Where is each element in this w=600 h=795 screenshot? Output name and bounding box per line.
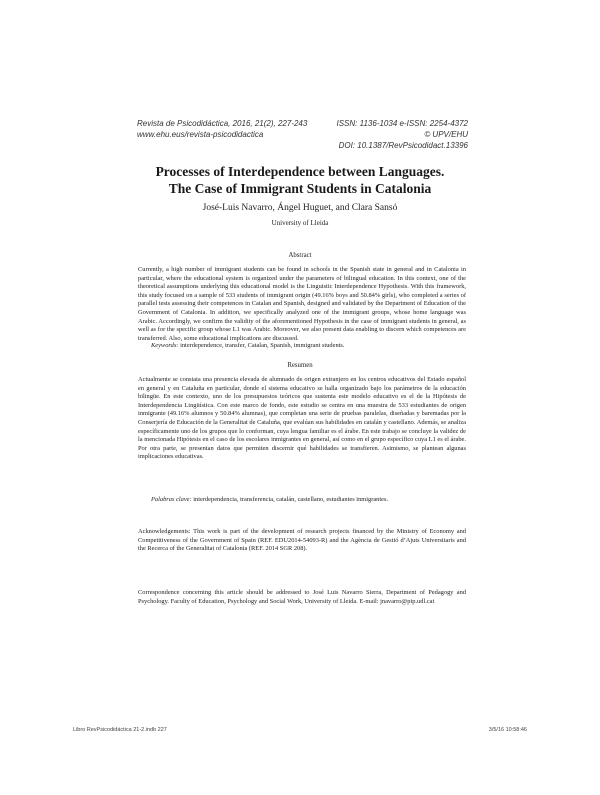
journal-citation: Revista de Psicodidáctica, 2016, 21(2), 227-243 [137,119,308,128]
authors: José-Luis Navarro, Ángel Huguet, and Clara Sansó [202,203,398,213]
resumen-keywords [151,496,465,503]
keywords-text: interdependence, transfer, Catalan, Spanish, immigrant students. [180,342,345,349]
palabras-clave-text: interdependencia, transferencia, catalán, castellano, estudiantes inmigrantes. [193,496,389,503]
footer-file-info: Libro RevPsicodidáctica 21-2.indb 227 [73,727,167,733]
journal-website: www.ehu.eus/revista-psicodidactica [137,130,264,139]
article-title-line2: The Case of Immigrant Students in Catalonia [168,181,432,196]
resumen-text: Actualmente se constata una presencia elevada de alumnado de origen extranjero en los centros educativos del Estado español en general y en Cataluña en particular, donde el sistema educativo se halla organizado bajo los parámetros de la educación bilingüe. En este contexto, uno de los presupuestos teóricos que sustenta este modelo educativo es el de la Hipótesis de Interdependencia Lingüística. Con este marco de fondo, este estudio se centra en una muestra de 533 estudiantes de origen inmigrante (49.16% alumnos y 50.84% alumnas), que completan una serie de pruebas paralelas, diseñadas y baremadas por la Conserjería de Educación de la Generalitat de Cataluña, que evalúan sus habilidades en catalán y castellano. Además, se analiza específicamente uno de los grupos que lo conforman, cuya lengua familiar es el árabe. En este trabajo se concluye la validez de la mencionada Hipótesis en el caso de los escolares inmigrantes en general, así como en el grupo específico cuya L1 es el árabe. Por otra parte, se presentan datos que permiten discernir qué habilidades se transfieren. Asimismo, se plantean algunas implicaciones educativas. [138,376,466,461]
article-title-line1: Processes of Interdependence between Languages. [155,164,445,179]
acknowledgements: Acknowledgements: This work is part of the development of research projects financed by the Ministry of Economy and Competitiveness of the Government of Spain (REF. EDU2014-54093-R) and the Agència de Gestió d’Ajuts Universitaris and the Recerca of the Generalitat of Catalonia (REF. 2014 SGR 208). [138,528,466,553]
footer-timestamp: 3/5/16 10:58:46 [488,727,527,733]
issn: ISSN: 1136-1034 e-ISSN: 2254-4372 [336,119,468,128]
resumen-heading: Resumen [287,362,313,369]
abstract-heading: Abstract [288,252,312,259]
correspondence: Correspondence concerning this article should be addressed to José Luis Navarro Sierra, Department of Pedagogy and Psychology. Faculty of Education, Psychology and Social Work, University of Lleida. E-mail: jnavarro@pip.udl.cat [138,589,466,605]
affiliation: University of Lleida [271,219,329,227]
palabras-clave-label: Palabras clave: [151,496,192,503]
abstract-text: Currently, a high number of immigrant students can be found in schools in the Spanish state in general and in Catalonia in particular, where the educational system is organized under the parameters of bilingual education. In this context, one of the theoretical assumptions underlying this educational model is the Linguistic Interdependence Hypothesis. With this framework, this study focused on a sample of 533 students of immigrant origin (49.16% boys and 50.84% girls), who completed a series of parallel tests assessing their competences in Catalan and Spanish, designed and validated by the Department of Education of the Government of Catalonia. In addition, we specifically analyzed one of the immigrant groups, whose home language was Arabic. Accordingly, we confirm the validity of the aforementioned Hypothesis in the case of immigrant students in general, as well as for the specific group whose L1 was Arabic. Moreover, we also present data enabling to discern which competences are transferred. Also, some educational implications are discussed. [138,266,466,342]
keywords-label: Keywords: [151,342,179,349]
copyright: © UPV/EHU [424,130,468,139]
doi: DOI: 10.1387/RevPsicodidact.13396 [338,141,468,150]
abstract-keywords [151,342,465,349]
